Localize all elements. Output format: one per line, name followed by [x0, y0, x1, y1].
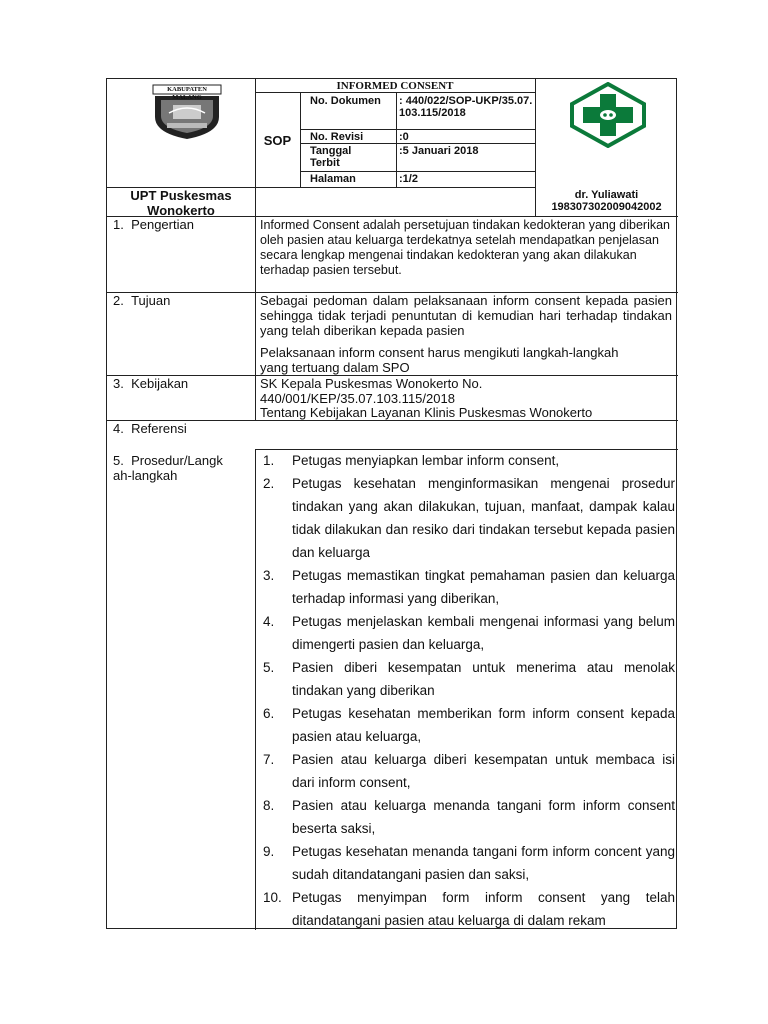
row-label-halaman: Halaman — [310, 173, 356, 185]
row-divider — [300, 171, 535, 172]
list-item — [263, 702, 675, 748]
step-text: Petugas menyimpan form inform consent yang telah ditandatangani pasien atau keluarga di dalam rekam — [292, 890, 675, 928]
section-text-tujuan: Sebagai pedoman dalam pelaksanaan inform consent kepada pasien sehingga tidak terjadi penuntutan di kemudian hari terhadap tindakan yang telah diberikan kepada pasien — [260, 293, 672, 338]
label-divider — [396, 92, 397, 187]
step-number: 4. — [263, 614, 275, 629]
list-item — [263, 472, 675, 564]
section-label-pengertian: 1. Pengertian — [113, 217, 194, 232]
step-number: 9. — [263, 844, 275, 859]
sop-divider — [300, 92, 301, 187]
step-number: 7. — [263, 752, 275, 767]
step-text: Pasien atau keluarga menanda tangani form inform consent beserta saksi, — [292, 798, 675, 836]
step-number: 1. — [263, 453, 275, 468]
kabupaten-malang-logo — [145, 83, 229, 141]
section-text-kebijakan: SK Kepala Puskesmas Wonokerto No. 440/001/KEP/35.07.103.115/2018 — [260, 376, 483, 406]
list-item — [263, 748, 675, 794]
sop-label: SOP — [263, 133, 292, 148]
list-item — [263, 610, 675, 656]
sop-document — [106, 78, 677, 929]
section-text-tujuan-2: Pelaksanaan inform consent harus mengikuti langkah-langkah yang tertuang dalam SPO — [260, 345, 619, 375]
step-number: 6. — [263, 706, 275, 721]
list-item — [263, 840, 675, 886]
step-text: Pasien diberi kesempatan untuk menerima atau menolak tindakan yang diberikan — [292, 660, 675, 698]
row-label-tanggal-terbit: Tanggal Terbit — [310, 145, 352, 169]
step-number: 8. — [263, 798, 275, 813]
row-value-halaman: :1/2 — [399, 173, 418, 185]
signer-nip: 198307302009042002 — [551, 201, 662, 213]
column-divider — [255, 449, 256, 930]
row-label-no-revisi: No. Revisi — [310, 131, 364, 143]
procedure-steps — [263, 449, 675, 932]
organization-name: UPT Puskesmas Wonokerto — [130, 188, 232, 218]
step-text: Pasien atau keluarga diberi kesempatan untuk membaca isi dari inform consent, — [292, 752, 675, 790]
section-label-prosedur: 5. Prosedur/Langk ah-langkah — [113, 453, 223, 483]
row-divider — [300, 143, 535, 144]
step-number: 2. — [263, 476, 275, 491]
row-value-no-revisi: :0 — [399, 131, 409, 143]
section-text-kebijakan-2: Tentang Kebijakan Layanan Klinis Puskesmas Wonokerto — [260, 405, 593, 420]
list-item — [263, 794, 675, 840]
step-text: Petugas menyiapkan lembar inform consent, — [292, 453, 560, 468]
step-number: 5. — [263, 660, 275, 675]
title-divider — [255, 92, 535, 93]
list-item — [263, 449, 675, 472]
row-divider — [300, 129, 535, 130]
section-label-referensi: 4. Referensi — [113, 421, 187, 436]
list-item — [263, 656, 675, 702]
step-text: Petugas memastikan tingkat pemahaman pasien dan keluarga terhadap informasi yang diberikan, — [292, 568, 675, 606]
column-divider — [255, 79, 256, 420]
puskesmas-logo — [569, 82, 647, 148]
row-label-no-dokumen: No. Dokumen — [310, 95, 381, 107]
logo-banner-text: KABUPATEN MALANG — [167, 86, 207, 101]
step-text: Petugas kesehatan menginformasikan mengenai prosedur tindakan yang akan dilakukan, tujuan, manfaat, dampak kalau tidak dilakukan dan resiko dari tindakan tersebut kepada pasien dan keluarga — [292, 476, 675, 560]
section-text-pengertian: Informed Consent adalah persetujuan tindakan kedokteran yang diberikan oleh pasien atau keluarga terdekatnya setelah mendapatkan penjelasan secara lengkap mengenai tindakan kedokteran yang akan dilakukan terhadap pasien tersebut. — [260, 218, 670, 277]
step-text: Petugas kesehatan memberikan form inform consent kepada pasien atau keluarga, — [292, 706, 675, 744]
step-text: Petugas kesehatan menanda tangani form inform concent yang sudah ditandatangani pasien dan saksi, — [292, 844, 675, 882]
signer-name: dr. Yuliawati — [574, 189, 639, 201]
row-value-no-dokumen: : 440/022/SOP-UKP/35.07.103.115/2018 — [399, 95, 533, 119]
step-number: 10. — [263, 890, 282, 905]
list-item — [263, 564, 675, 610]
list-item — [263, 886, 675, 932]
document-title: INFORMED CONSENT — [336, 80, 454, 92]
section-label-tujuan: 2. Tujuan — [113, 293, 171, 308]
row-value-tanggal-terbit: :5 Januari 2018 — [399, 145, 479, 157]
step-text: Petugas menjelaskan kembali mengenai informasi yang belum dimengerti pasien dan keluarga, — [292, 614, 675, 652]
step-number: 3. — [263, 568, 275, 583]
section-label-kebijakan: 3. Kebijakan — [113, 376, 189, 391]
